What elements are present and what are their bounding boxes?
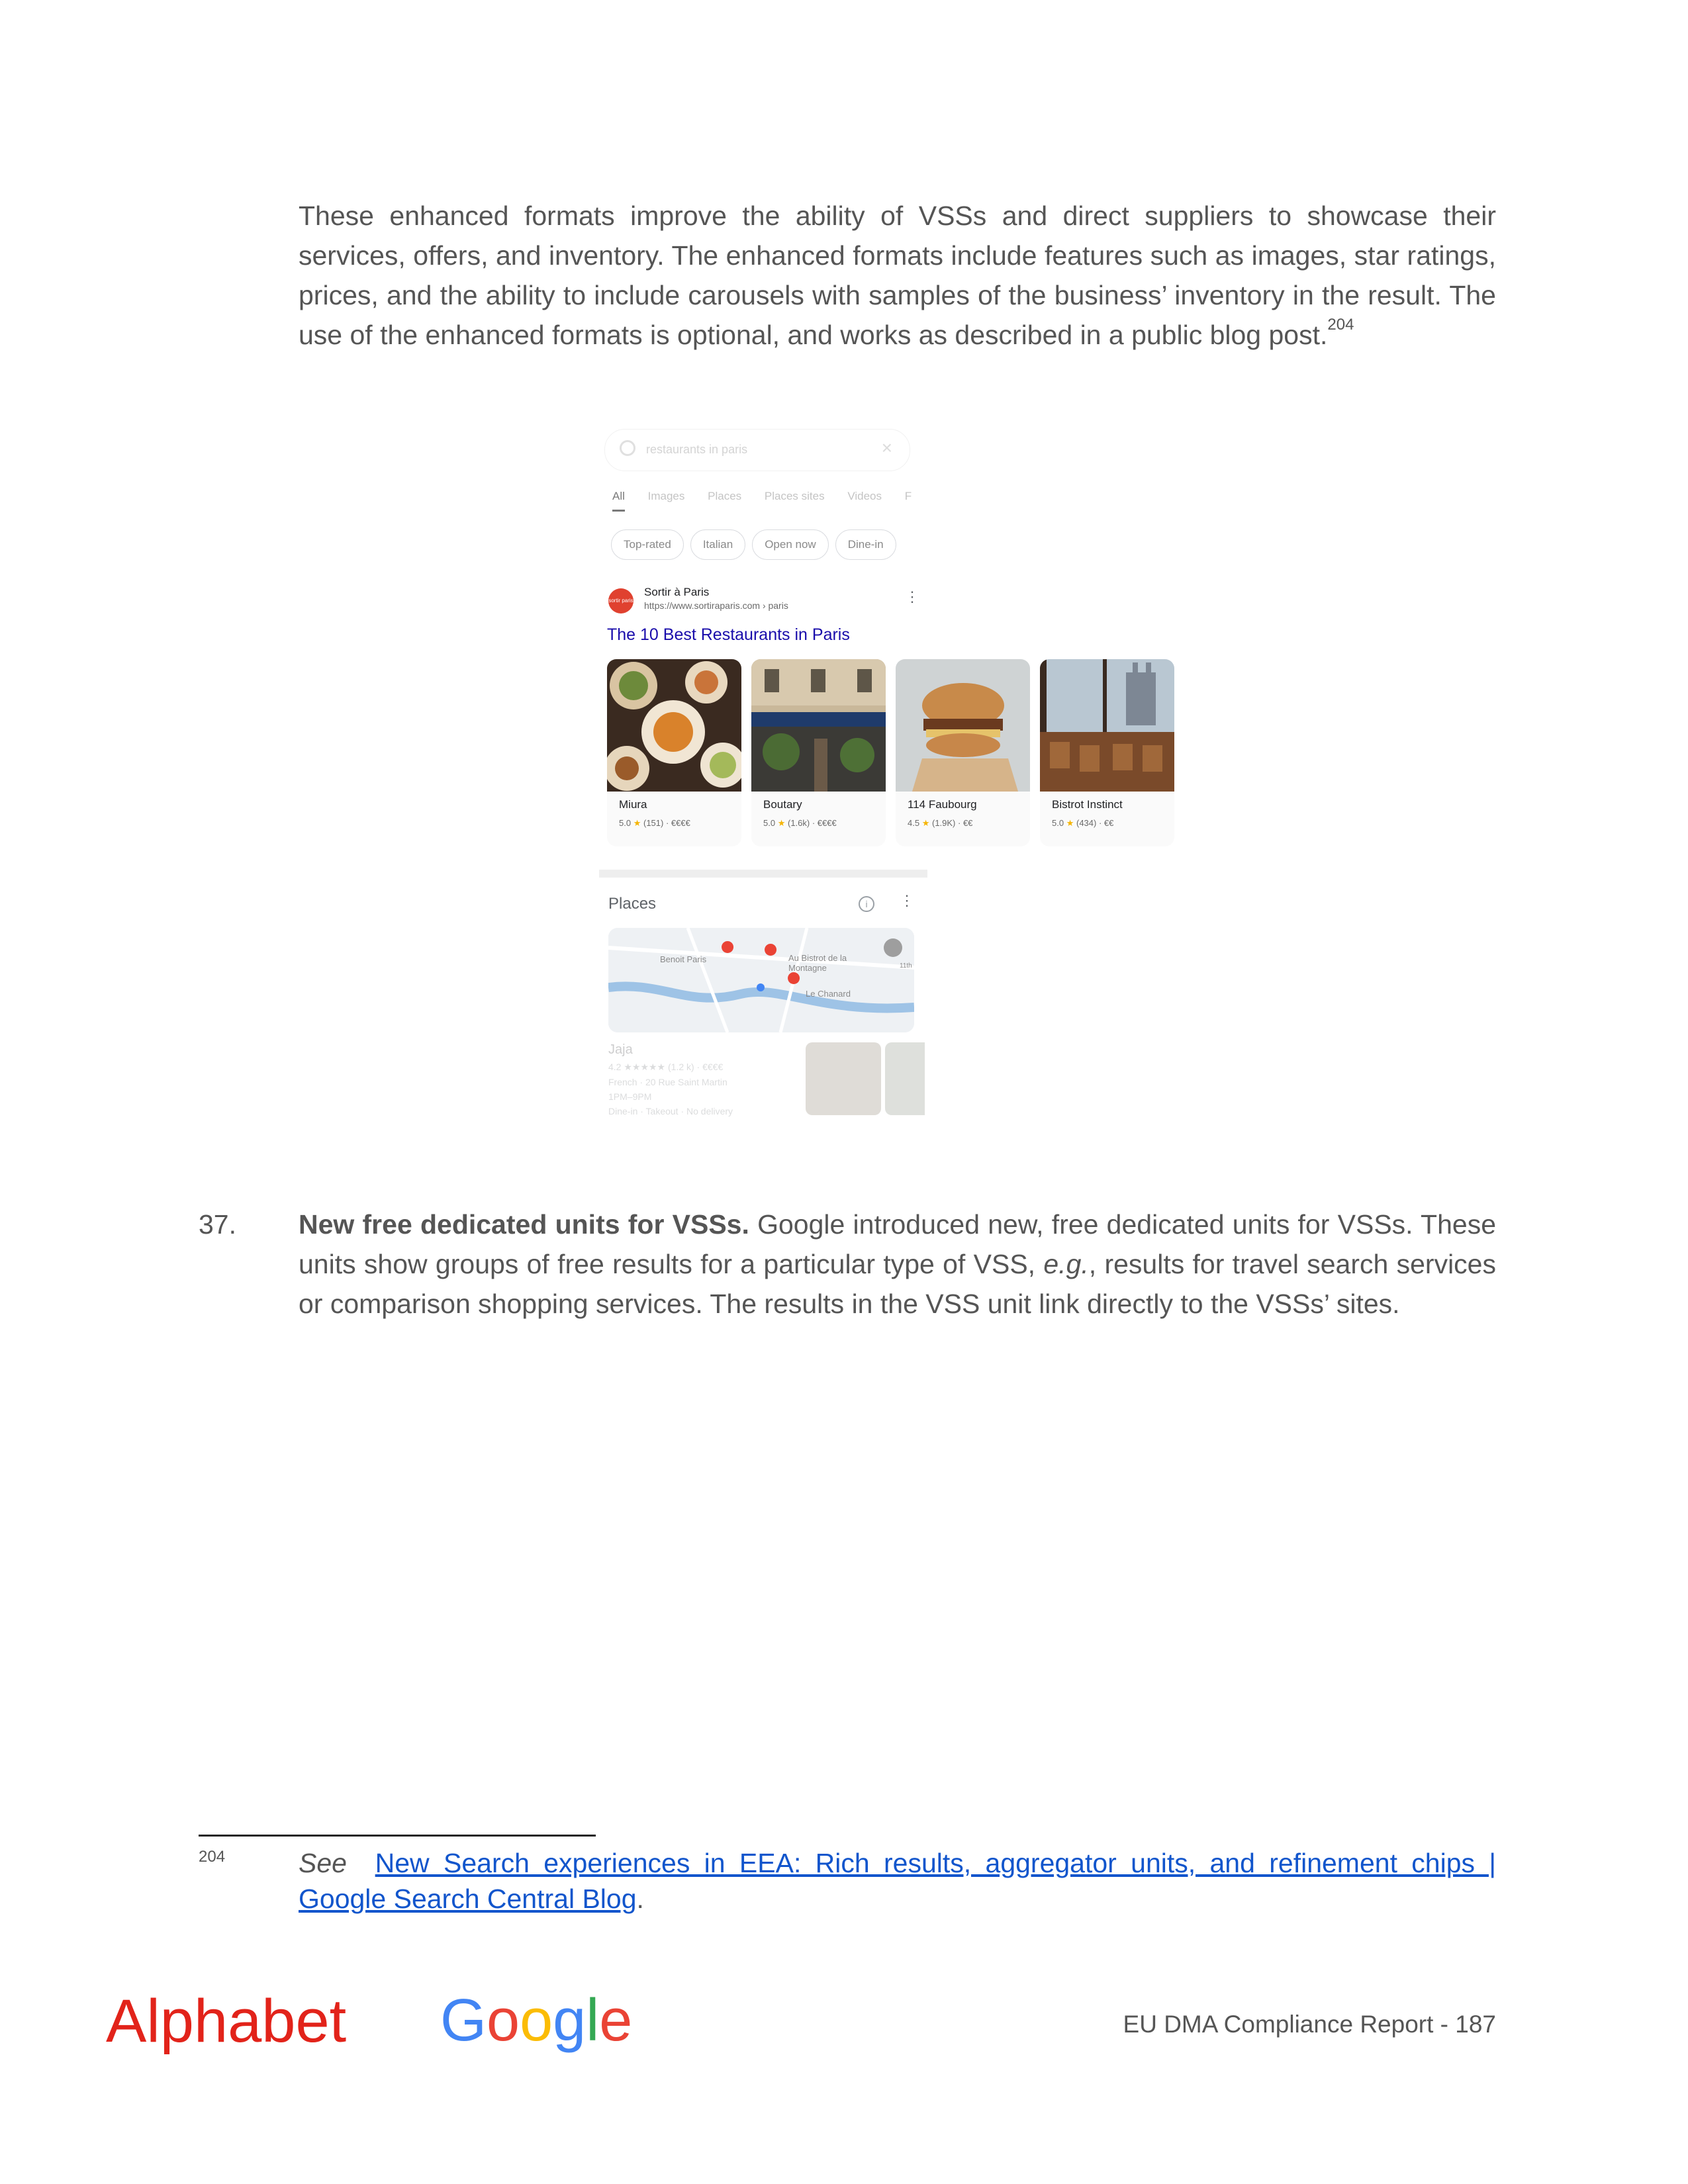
- info-icon[interactable]: i: [859, 896, 874, 912]
- card-name: 114 Faubourg: [908, 798, 977, 811]
- restaurant-card[interactable]: [607, 659, 741, 846]
- place-thumbnail: [806, 1042, 881, 1115]
- footnote-divider: [199, 1835, 596, 1837]
- star-icon: ★: [777, 818, 786, 828]
- restaurant-card[interactable]: [751, 659, 886, 846]
- place-hours: 1PM–9PM: [608, 1091, 652, 1102]
- section-heading: New free dedicated units for VSSs.: [299, 1209, 749, 1240]
- tab-places-sites[interactable]: Places sites: [764, 490, 825, 502]
- page-footer-label: EU DMA Compliance Report - 187: [1123, 2011, 1496, 2038]
- site-favicon: sortir paris: [608, 588, 633, 614]
- chip-open-now[interactable]: Open now: [752, 529, 829, 560]
- card-name: Boutary: [763, 798, 802, 811]
- map-label: 11th: [900, 962, 912, 970]
- card-name: Miura: [619, 798, 647, 811]
- section-text-b: , results for travel search services or comparison shopping services. The results in the VSS unit link directly to the VSSs’ sites.: [299, 1249, 1496, 1319]
- footnote-see: See: [299, 1848, 347, 1878]
- eg-text: e.g.: [1043, 1249, 1089, 1279]
- star-icon: ★: [633, 818, 641, 828]
- section-divider: [599, 870, 927, 878]
- footnote-number: 204: [199, 1848, 226, 1866]
- places-heading: Places: [608, 895, 657, 913]
- burger-photo: [896, 659, 1030, 792]
- card-meta: 5.0 ★ (434) · €€: [1052, 818, 1114, 828]
- map-label: Le Chanard: [806, 989, 851, 999]
- more-options-icon[interactable]: ⋮: [900, 892, 914, 909]
- restaurant-card[interactable]: [1040, 659, 1174, 846]
- section-37-paragraph: [299, 1205, 1496, 1324]
- search-box[interactable]: [604, 429, 910, 471]
- map-label: Au Bistrot de la Montagne: [788, 953, 847, 973]
- place-rating: 4.2 ★★★★★ (1.2 k) · €€€€: [608, 1062, 724, 1072]
- site-url: https://www.sortiraparis.com › paris: [644, 600, 788, 611]
- map-label: Benoit Paris: [660, 954, 707, 964]
- chip-dine-in[interactable]: Dine-in: [835, 529, 896, 560]
- chip-italian[interactable]: Italian: [690, 529, 745, 560]
- star-icon: ★: [1066, 818, 1074, 828]
- site-name: Sortir à Paris: [644, 586, 710, 598]
- place-listing[interactable]: [608, 1042, 733, 1116]
- tab-places[interactable]: Places: [708, 490, 742, 502]
- tab-images[interactable]: Images: [647, 490, 685, 502]
- section-number: 37.: [199, 1209, 236, 1240]
- card-meta: 5.0 ★ (1.6k) · €€€€: [763, 818, 837, 828]
- chip-top-rated[interactable]: Top-rated: [611, 529, 684, 560]
- svg-text:Alphabet: Alphabet: [106, 1987, 347, 2055]
- svg-text:Google: Google: [440, 1987, 633, 2054]
- place-address: French · 20 Rue Saint Martin: [608, 1077, 727, 1087]
- places-map[interactable]: [608, 928, 914, 1032]
- search-tabs: [612, 490, 931, 512]
- footnote-text: See New Search experiences in EEA: Rich results, aggregator units, and refinement chips | Google Search Central Blog.: [299, 1848, 1496, 1914]
- map-graphic: [608, 928, 914, 1032]
- card-name: Bistrot Instinct: [1052, 798, 1123, 811]
- intro-paragraph: [299, 196, 1496, 355]
- search-results-screenshot: [599, 424, 1182, 1138]
- restaurant-card[interactable]: [896, 659, 1030, 846]
- google-logo: [440, 1982, 639, 2062]
- clear-icon[interactable]: ×: [881, 437, 892, 458]
- dining-room-photo: [1040, 659, 1174, 792]
- result-site-header: [608, 586, 919, 625]
- tab-all[interactable]: All: [612, 490, 625, 512]
- alphabet-logo: [106, 1982, 371, 2062]
- tab-more[interactable]: F: [904, 490, 912, 502]
- footnote-ref[interactable]: 204: [1327, 316, 1354, 334]
- place-thumbnail: [885, 1042, 925, 1115]
- result-title-link[interactable]: The 10 Best Restaurants in Paris: [607, 625, 850, 644]
- food-photo: [607, 659, 741, 792]
- search-query: restaurants in paris: [646, 443, 748, 456]
- card-meta: 4.5 ★ (1.9K) · €€: [908, 818, 973, 828]
- place-name: Jaja: [608, 1042, 633, 1057]
- place-extra: Dine-in · Takeout · No delivery: [608, 1106, 733, 1116]
- restaurant-facade-photo: [751, 659, 886, 792]
- section-text-a: Google introduced new, free dedicated units for VSSs. These units show groups of free results for a particular type of VSS,: [299, 1209, 1497, 1279]
- card-meta: 5.0 ★ (151) · €€€€: [619, 818, 690, 828]
- search-icon: [620, 440, 635, 456]
- more-options-icon[interactable]: ⋮: [905, 588, 919, 605]
- tab-videos[interactable]: Videos: [847, 490, 882, 502]
- star-icon: ★: [921, 818, 930, 828]
- footnote-link[interactable]: New Search experiences in EEA: Rich results, aggregator units, and refinement chips | Google Search Central Blog: [299, 1848, 1496, 1914]
- refinement-chips: [611, 529, 903, 560]
- intro-text: These enhanced formats improve the ability of VSSs and direct suppliers to showcase their services, offers, and inventory. The enhanced formats include features such as images, star ratings, prices, and the ability to include carousels with samples of the business’ inventory in the result. The use of the enhanced formats is optional, and works as described in a public blog post.: [299, 201, 1496, 350]
